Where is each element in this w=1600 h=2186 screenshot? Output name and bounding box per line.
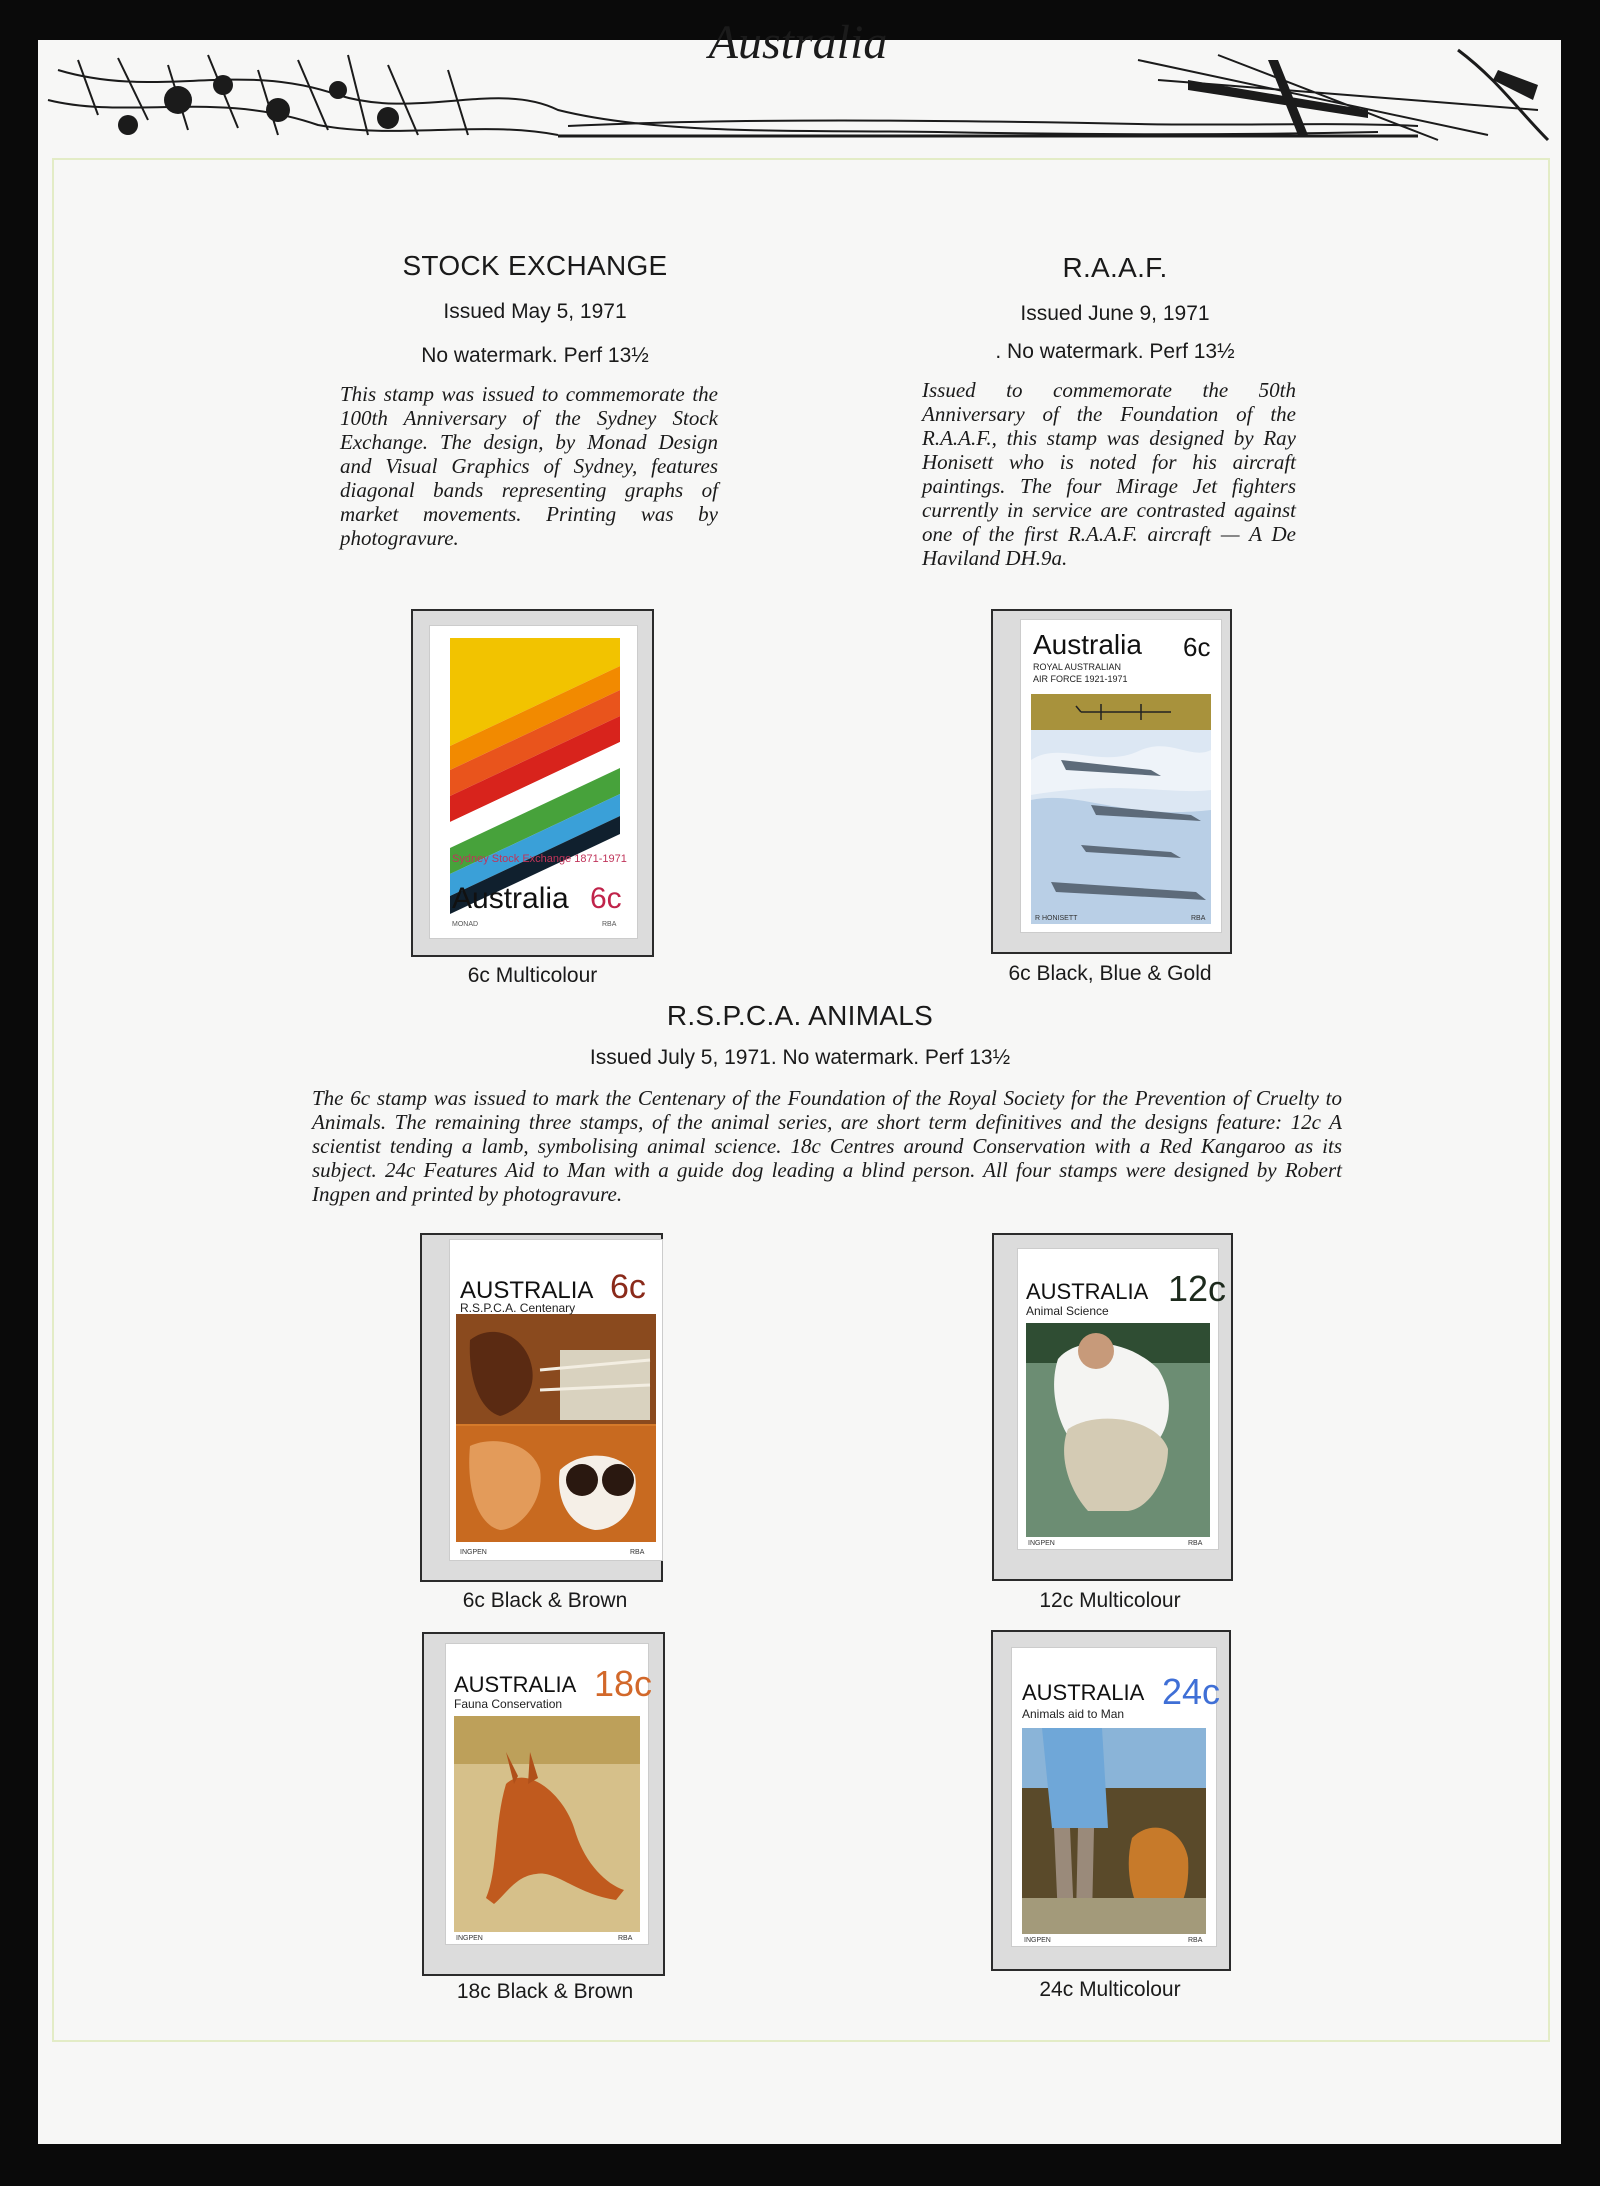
raaf-perf: . No watermark. Perf 13½ [995,340,1235,363]
rspca-18c-subtitle: Fauna Conservation [454,1697,563,1711]
rspca-24c-caption: 24c Multicolour [1039,1978,1181,2001]
rspca-issued: Issued July 5, 1971. No watermark. Perf 13½ [589,1046,1011,1069]
rspca-24c-printer: RBA [1188,1937,1203,1944]
raaf-stamp-value: 6c [1183,632,1211,662]
rspca-18c-value: 18c [594,1663,653,1704]
stock-exchange-stamp-printer: RBA [602,921,617,928]
rspca-24c-country: AUSTRALIA [1022,1680,1145,1705]
stock-exchange-perf: No watermark. Perf 13½ [421,344,649,367]
stock-exchange-stamp-country: Australia [452,882,569,915]
stock-exchange-title: STOCK EXCHANGE [402,250,668,281]
rspca-24c-value: 24c [1162,1671,1221,1712]
rspca-12c-designer: INGPEN [1028,1540,1055,1547]
raaf-stamp-designer: R HONISETT [1035,915,1078,922]
raaf-stamp-line1: ROYAL AUSTRALIAN [1033,662,1122,672]
stock-exchange-stamp-designer: MONAD [452,921,479,928]
rspca-title: R.S.P.C.A. ANIMALS [666,1000,934,1031]
rspca-18c-caption: 18c Black & Brown [456,1980,634,2003]
stock-exchange-stamp [430,626,637,938]
raaf-caption: 6c Black, Blue & Gold [1008,962,1212,985]
rspca-6c-subtitle: R.S.P.C.A. Centenary [460,1301,576,1315]
raaf-title: R.A.A.F. [1062,252,1168,283]
rspca-12c-subtitle: Animal Science [1026,1304,1109,1318]
stock-exchange-stamp-value: 6c [590,882,622,915]
rspca-18c-designer: INGPEN [456,1935,483,1942]
rspca-description: The 6c stamp was issued to mark the Centenary of the Foundation of the Royal Society for the Prevention of Cruelty to Animals. The remaining three stamps, of the animal series, are short term definitives and the designs feature: 12c A scientist tending a lamb, symbolising animal science. 18c Centres around Conservation with a Red Kangaroo as its subject. 24c Features Aid to Man with a guide dog leading a blind person. All four stamps were designed by Robert Ingpen and printed by photogravure. [312,1086,1342,1206]
rspca-12c-value: 12c [1168,1268,1227,1309]
rspca-18c-country: AUSTRALIA [454,1672,577,1697]
raaf-stamp-printer: RBA [1191,915,1206,922]
rspca-12c-stamp [1018,1249,1227,1549]
rspca-6c-caption: 6c Black & Brown [462,1589,628,1612]
raaf-stamp-country: Australia [1033,629,1142,660]
rspca-18c-stamp [446,1644,653,1944]
rspca-18c-printer: RBA [618,1935,633,1942]
rspca-6c-printer: RBA [630,1549,645,1556]
rspca-24c-designer: INGPEN [1024,1937,1051,1944]
rspca-6c-country: AUSTRALIA [460,1277,594,1304]
raaf-issued: Issued June 9, 1971 [1020,302,1210,325]
raaf-description: Issued to commemorate the 50th Anniversary of the Foundation of the R.A.A.F., this stamp was designed by Ray Honisett who is noted for his aircraft paintings. The four Mirage Jet fighters currently in service are contrasted against one of the first R.A.A.F. aircraft — A De Haviland DH.9a. [922,378,1296,570]
stock-exchange-description: This stamp was issued to commemorate the 100th Anniversary of the Sydney Stock Exchange. The design, by Monad Design and Visual Graphics of Sydney, features diagonal bands representing graphs of market movements. Printing was by photogravure. [340,382,718,550]
header-title: Australia [708,16,888,69]
rspca-6c-designer: INGPEN [460,1549,487,1556]
stock-exchange-caption: 6c Multicolour [467,964,598,987]
rspca-6c-value: 6c [610,1268,646,1306]
rspca-12c-country: AUSTRALIA [1026,1279,1149,1304]
header-illustration [38,16,1561,150]
rspca-6c-stamp [450,1240,662,1560]
raaf-stamp-line2: AIR FORCE 1921-1971 [1033,674,1128,684]
rspca-12c-printer: RBA [1188,1540,1203,1547]
rspca-24c-stamp [1012,1648,1221,1946]
rspca-24c-subtitle: Animals aid to Man [1022,1707,1125,1721]
stock-exchange-issued: Issued May 5, 1971 [443,300,627,323]
raaf-stamp [1021,620,1221,932]
rspca-12c-caption: 12c Multicolour [1039,1589,1181,1612]
stock-exchange-stamp-inscription: Sydney Stock Exchange 1871-1971 [452,853,627,865]
